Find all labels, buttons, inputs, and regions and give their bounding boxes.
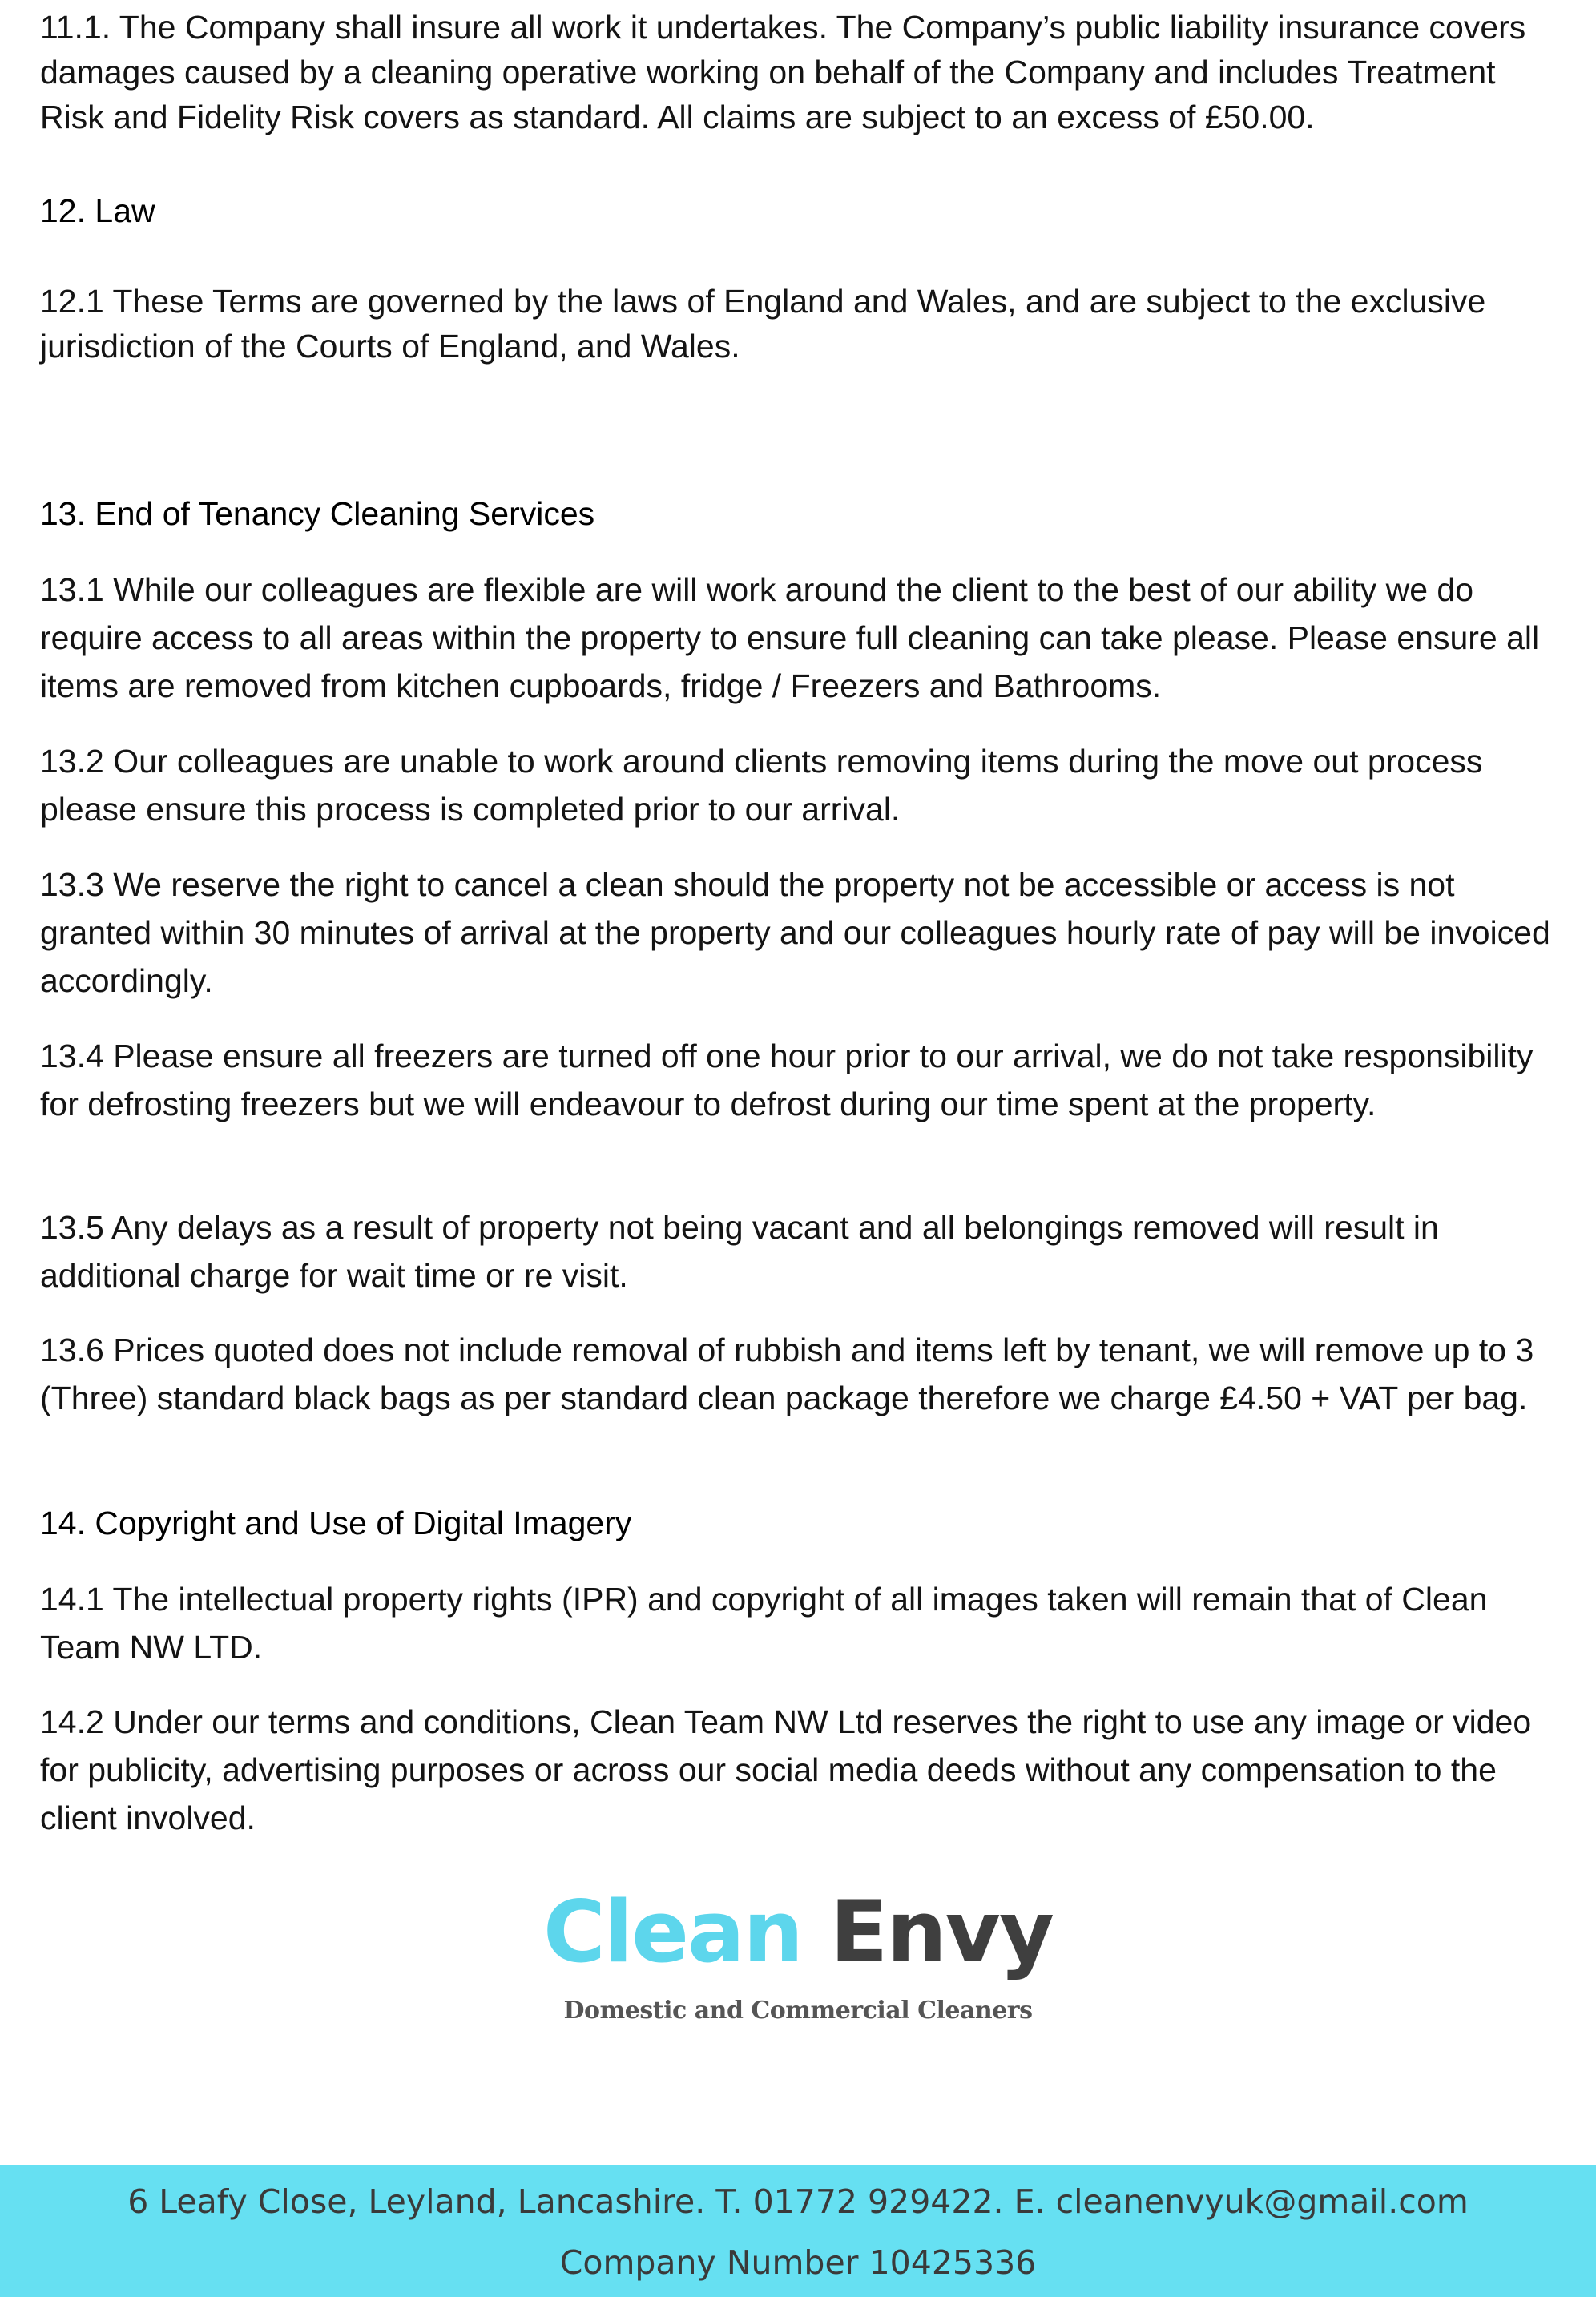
para-13-1: 13.1 While our colleagues are flexible are will work around the client to the best of our ability we do require access to all areas within the property to ensure full cleaning can take please. Please ensure all items are removed from kitchen cupboards, fridge / Freezers and Bathrooms. — [40, 571, 1540, 704]
para-13-5: 13.5 Any delays as a result of property not being vacant and all belongings removed will result in additional charge for wait time or re visit. — [40, 1209, 1439, 1294]
para-14-2: 14.2 Under our terms and conditions, Clean Team NW Ltd reserves the right to use any image or video for publicity, advertising purposes or across our social media deeds without any compensation to the client involved. — [40, 1703, 1532, 1836]
para-13-6: 13.6 Prices quoted does not include removal of rubbish and items left by tenant, we will remove up to 3 (Three) standard black bags as per standard clean package therefore we charge £4.50 + VAT per bag. — [40, 1332, 1534, 1416]
company-logo — [0, 1884, 1596, 2027]
heading-12-law: 12. Law — [40, 192, 155, 229]
footer-bar — [0, 2165, 1596, 2297]
logo-wordmark — [0, 1884, 1596, 1981]
heading-14-title: Copyright and Use of Digital Imagery — [95, 1505, 632, 1541]
logo-word-envy: Envy — [829, 1883, 1053, 1981]
heading-13 — [40, 490, 594, 538]
para-12-1: 12.1 These Terms are governed by the laws of England and Wales, and are subject to the exclusive jurisdiction of the Courts of England, and Wales. — [40, 283, 1486, 365]
footer-address: 6 Leafy Close, Leyland, Lancashire. T. 01772 929422. E. cleanenvyuk@gmail.com — [127, 2182, 1469, 2221]
heading-14 — [40, 1499, 631, 1547]
footer-company-number: Company Number 10425336 — [559, 2243, 1037, 2282]
heading-13-title: End of Tenancy Cleaning Services — [95, 495, 595, 532]
para-11-1: 11.1. The Company shall insure all work it undertakes. The Company’s public liability insurance covers damages caused by a cleaning operative working on behalf of the Company and includes Treatment Risk and Fidelity Risk covers as standard. All claims are subject to an excess of £50.00. — [40, 9, 1526, 135]
para-13-4: 13.4 Please ensure all freezers are turned off one hour prior to our arrival, we do not take responsibility for defrosting freezers but we will endeavour to defrost during our time spent at the property. — [40, 1038, 1534, 1122]
heading-13-number: 13. — [40, 495, 86, 532]
logo-word-clean: Clean — [543, 1883, 803, 1981]
para-14-1: 14.1 The intellectual property rights (IPR) and copyright of all images taken will remain that of Clean Team NW LTD. — [40, 1581, 1488, 1666]
heading-14-number: 14. — [40, 1505, 86, 1541]
para-13-2: 13.2 Our colleagues are unable to work around clients removing items during the move out process please ensure this process is completed prior to our arrival. — [40, 743, 1483, 828]
logo-tagline: Domestic and Commercial Cleaners — [563, 1997, 1033, 2025]
para-13-3: 13.3 We reserve the right to cancel a clean should the property not be accessible or access is not granted within 30 minutes of arrival at the property and our colleagues hourly rate of pay will be invoiced accordingly. — [40, 866, 1550, 999]
